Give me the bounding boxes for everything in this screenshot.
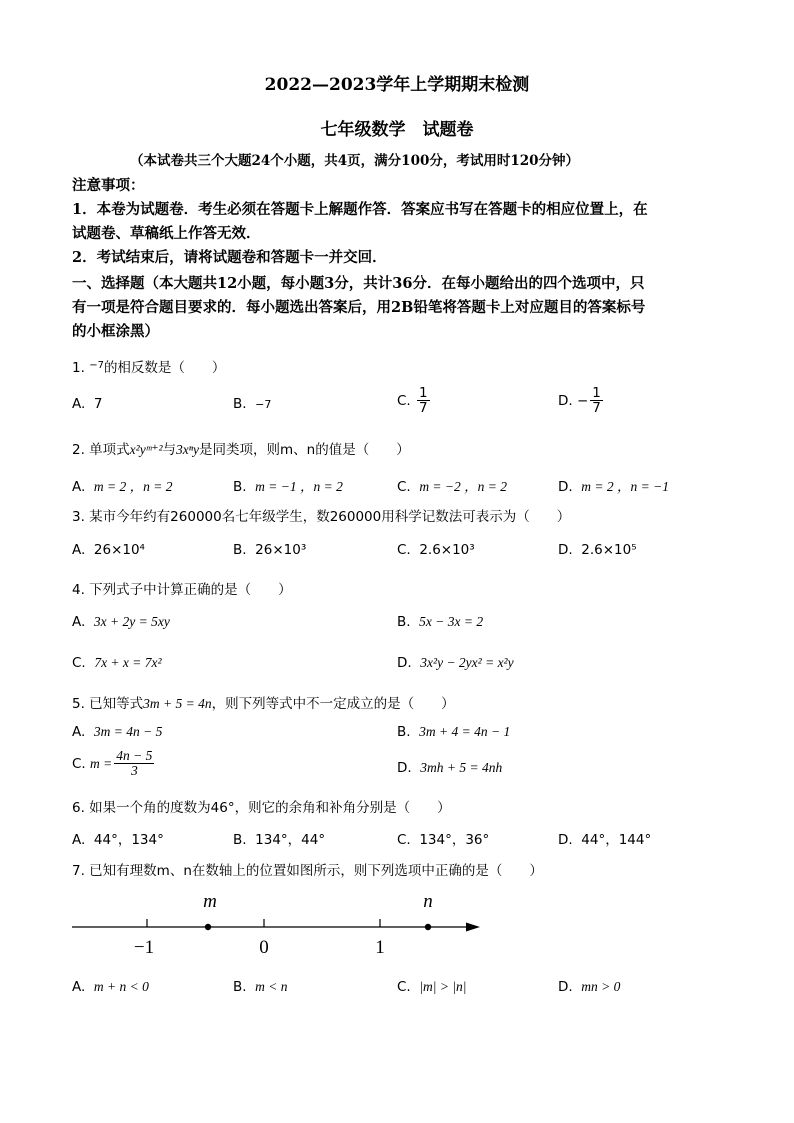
q2-option-a[interactable]: A. m = 2 ，n = 2 <box>72 479 173 495</box>
q2-option-b[interactable]: B. m = −1 ，n = 2 <box>233 479 343 495</box>
exam-title: 2022—2023学年上学期期末检测 <box>264 75 530 95</box>
notice-line1b: 试题卷、草稿纸上作答无效． <box>72 225 261 242</box>
q5-stem: 5. 已知等式3m + 5 = 4n，则下列等式中不一定成立的是（ ） <box>72 696 455 712</box>
q4-option-b[interactable]: B. 5x − 3x = 2 <box>397 614 484 630</box>
notice-heading: 注意事项： <box>72 177 145 194</box>
q3-stem: 3. 某市今年约有260000名七年级学生，数260000用科学记数法可表示为（ ） <box>72 509 571 525</box>
q6-option-b[interactable]: B. 134°，44° <box>233 832 326 848</box>
number-line-arrow <box>466 923 480 932</box>
q3-option-b[interactable]: B. 26×10³ <box>233 542 307 558</box>
section1-line3: 的小框涂黑） <box>72 323 159 340</box>
q1-option-c[interactable]: C. $\frac{1}{7}$ <box>397 385 428 417</box>
q5-option-b[interactable]: B. 3m + 4 = 4n − 1 <box>397 724 511 740</box>
q5-expr: 3m + 5 = 4n <box>143 696 212 711</box>
q1-text: 的相反数是（ ） <box>103 360 226 376</box>
q6-option-a[interactable]: A. 44°，134° <box>72 832 164 848</box>
q1-d-fraction: $\frac{1}{7}$ <box>592 385 601 417</box>
q5-option-a[interactable]: A. 3m = 4n − 5 <box>72 724 163 740</box>
q2-option-c[interactable]: C. m = −2 ，n = 2 <box>397 479 508 495</box>
q7-option-a[interactable]: A. m + n < 0 <box>72 979 149 995</box>
q2-stem: 2. 单项式x²yᵐ⁺²与3xⁿy是同类项，则m、n的值是（ ） <box>72 442 410 458</box>
q3-option-a[interactable]: A. 26×10⁴ <box>72 542 145 558</box>
notice-line2: 2．考试结束后，请将试题卷和答题卡一并交回． <box>72 249 387 266</box>
q5-option-c[interactable]: C. m = $\frac{4n - 5}{3}$ <box>72 748 153 779</box>
q1-option-a[interactable]: A. 7 <box>72 396 103 412</box>
label-m: m <box>203 891 217 912</box>
q5-c-fraction: $\frac{4n - 5}{3}$ <box>116 748 153 779</box>
exam-subtitle: 七年级数学 试题卷 <box>320 120 474 140</box>
tick-label-0: 0 <box>259 937 269 958</box>
point-n <box>425 924 431 930</box>
tick-label-1: 1 <box>375 937 385 958</box>
q7-option-c[interactable]: C. |m| > |n| <box>397 979 467 995</box>
number-line-figure <box>60 885 500 965</box>
q2-option-d[interactable]: D. m = 2 ，n = −1 <box>558 479 669 495</box>
q4-option-c[interactable]: C. 7x + x = 7x² <box>72 655 162 671</box>
tick-label-neg1: −1 <box>133 937 155 958</box>
q3-option-c[interactable]: C. 2.6×10³ <box>397 542 475 558</box>
q3-option-d[interactable]: D. 2.6×10⁵ <box>558 542 637 558</box>
q1-expr: −7 <box>89 360 104 371</box>
q1-option-d[interactable]: D. − $\frac{1}{7}$ <box>558 385 601 417</box>
q4-option-d[interactable]: D. 3x²y − 2yx² = x²y <box>397 655 514 671</box>
q1-c-fraction: $\frac{1}{7}$ <box>419 385 428 417</box>
q7-option-b[interactable]: B. m < n <box>233 979 288 995</box>
point-m <box>205 924 211 930</box>
q6-stem: 6. 如果一个角的度数为46°，则它的余角和补角分别是（ ） <box>72 800 451 816</box>
notice-line1a: 1．本卷为试题卷．考生必须在答题卡上解题作答．答案应书写在答题卡的相应位置上，在 <box>72 201 648 218</box>
q1-option-b[interactable]: B. −7 <box>233 396 272 412</box>
q1-stem <box>72 356 225 376</box>
section1-line1: 一、选择题（本大题共12小题，每小题3分，共计36分．在每小题给出的四个选项中，只 <box>72 275 645 292</box>
q4-option-a[interactable]: A. 3x + 2y = 5xy <box>72 614 170 630</box>
q6-option-c[interactable]: C. 134°，36° <box>397 832 490 848</box>
label-n: n <box>423 891 433 912</box>
q7-stem: 7. 已知有理数m、n在数轴上的位置如图所示，则下列选项中正确的是（ ） <box>72 863 543 879</box>
q4-stem: 4. 下列式子中计算正确的是（ ） <box>72 582 292 598</box>
q5-option-d[interactable]: D. 3mh + 5 = 4nh <box>397 760 503 776</box>
q7-option-d[interactable]: D. mn > 0 <box>558 979 621 995</box>
q6-option-d[interactable]: D. 44°，144° <box>558 832 652 848</box>
q1-prefix: 1. <box>72 360 85 376</box>
q2-term1: x²yᵐ⁺² <box>129 442 163 457</box>
exam-info: （本试卷共三个大题24个小题，共4页，满分100分，考试用时120分钟） <box>130 153 580 169</box>
q2-term2: 3xⁿy <box>176 442 200 457</box>
section1-line2: 有一项是符合题目要求的．每小题选出答案后，用2B铅笔将答题卡上对应题目的答案标号 <box>72 299 646 316</box>
